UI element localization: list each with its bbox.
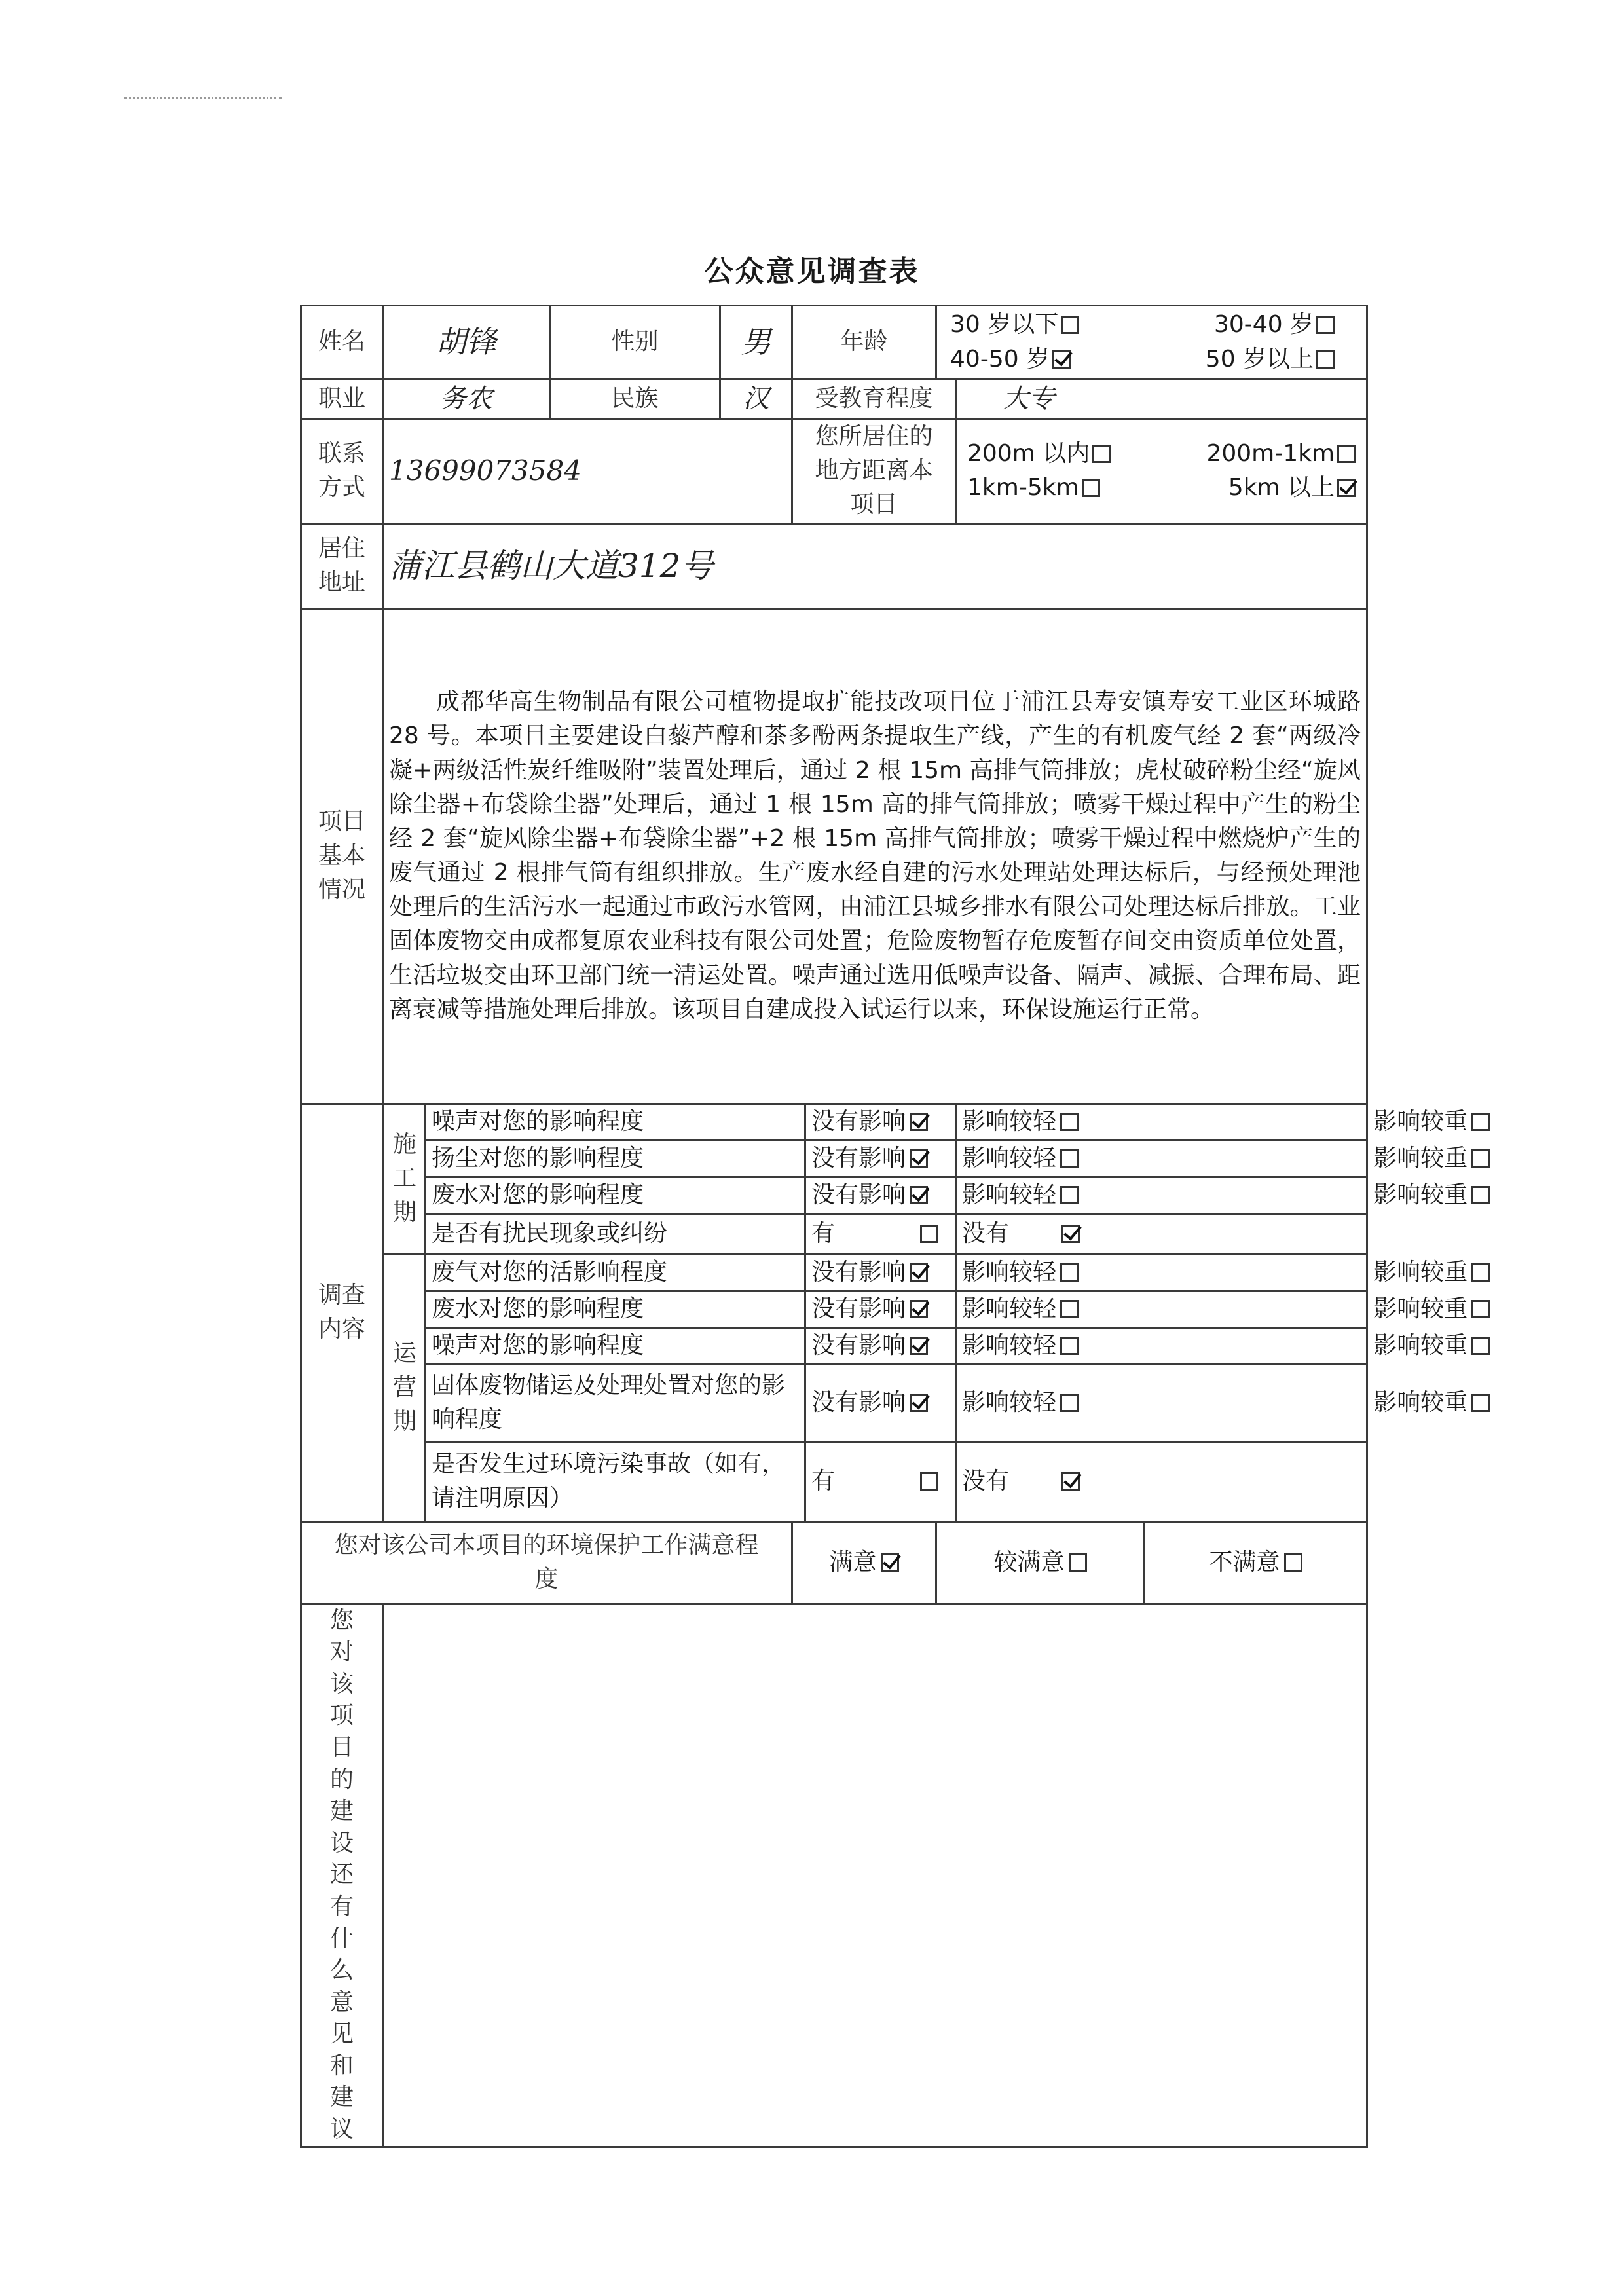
construction-label: 施工期: [383, 1103, 426, 1254]
option-label: 影响较重: [1373, 1388, 1468, 1416]
answer-option[interactable]: [805, 1441, 956, 1521]
option-label: 影响较轻: [962, 1331, 1057, 1359]
answer-option[interactable]: [956, 1177, 1367, 1213]
satisfaction-question: 您对该公司本项目的环境保护工作满意程度: [301, 1521, 792, 1604]
answer-option[interactable]: [805, 1254, 956, 1291]
option-label: 没有影响: [811, 1331, 906, 1359]
checkbox[interactable]: [920, 1225, 938, 1243]
checkbox[interactable]: [1316, 350, 1335, 369]
ethnicity-field[interactable]: 汉: [720, 379, 792, 419]
checkbox[interactable]: [1092, 445, 1111, 463]
distance-label: 您所居住的地方距离本项目: [792, 419, 956, 524]
checkbox-checked[interactable]: [910, 1263, 928, 1282]
option-label: 影响较重: [1373, 1181, 1468, 1208]
checkbox[interactable]: [1316, 316, 1335, 334]
project-description: 成都华高生物制品有限公司植物提取扩能技改项目位于浦江县寿安镇寿安工业区环城路 28 号。本项目主要建设白藜芦醇和茶多酚两条提取生产线，产生的有机废气经 2 套“两级冷凝+两级活性炭纤维吸附”装置处理后，通过 2 根 15m 高排气筒排放；虎杖破碎粉尘经“旋风除尘器+布袋除尘器”处理后，通过 1 根 15m 高的排气筒排放；喷雾干燥过程中产生的粉尘经 2 套“旋风除尘器+布袋除尘器”+2 根 15m 高排气筒排放；喷雾干燥过程中燃烧炉产生的废气通过 2 根排气筒有组织排放。生产废水经自建的污水处理站处理达标后，与经预处理池处理后的生活污水一起通过市政污水管网，由浦江县城乡排水有限公司处理达标后排放。工业固体废物交由成都复原农业科技有限公司处置；危险废物暂存危废暂存间交由资质单位处置，生活垃圾交由环卫部门统一清运处置。噪声通过选用低噪声设备、隔声、减振、合理布局、距离衰减等措施处理后排放。该项目自建成投入试运行以来，环保设施运行正常。: [383, 608, 1367, 1103]
option-label: 满意: [829, 1548, 877, 1576]
option-label: 没有影响: [811, 1107, 906, 1135]
option-label: 影响较轻: [962, 1107, 1057, 1135]
option-label: 影响较轻: [962, 1181, 1057, 1208]
gender-field[interactable]: 男: [720, 306, 792, 379]
option-label: 不满意: [1209, 1548, 1280, 1576]
contact-field[interactable]: 13699073584: [383, 419, 792, 524]
option-label: 有: [811, 1219, 836, 1247]
checkbox-checked[interactable]: [1052, 350, 1071, 369]
answer-option[interactable]: [956, 1327, 1367, 1364]
checkbox-checked[interactable]: [1337, 479, 1356, 497]
ethnicity-label: 民族: [550, 379, 720, 419]
answer-option[interactable]: [956, 1140, 1367, 1177]
option-label: 没有影响: [811, 1181, 906, 1208]
age-option[interactable]: [950, 308, 1079, 342]
option-label: 影响较轻: [962, 1388, 1057, 1416]
question: 废气对您的活影响程度: [426, 1254, 805, 1291]
option-label: 5km 以上: [1228, 474, 1335, 502]
checkbox-checked[interactable]: [1061, 1225, 1080, 1243]
checkbox[interactable]: [1060, 1394, 1079, 1412]
checkbox[interactable]: [1471, 1337, 1490, 1355]
distance-option[interactable]: [1206, 437, 1356, 471]
checkbox[interactable]: [1069, 1553, 1087, 1572]
option-label: 影响较重: [1373, 1258, 1468, 1286]
answer-option[interactable]: [936, 1521, 1145, 1604]
option-label: 没有影响: [811, 1295, 906, 1322]
option-label: 200m-1km: [1206, 440, 1335, 468]
answer-option[interactable]: [805, 1177, 956, 1213]
checkbox[interactable]: [1284, 1553, 1302, 1572]
option-label: 没有: [962, 1467, 1010, 1494]
question: 是否有扰民现象或纠纷: [426, 1213, 805, 1254]
question: 废水对您的影响程度: [426, 1291, 805, 1327]
checkbox[interactable]: [1061, 316, 1079, 334]
distance-option[interactable]: [967, 471, 1100, 505]
age-label: 年龄: [792, 306, 936, 379]
checkbox-checked[interactable]: [910, 1337, 928, 1355]
checkbox[interactable]: [1060, 1300, 1079, 1318]
answer-option[interactable]: [956, 1441, 1367, 1521]
checkbox-checked[interactable]: [910, 1113, 928, 1131]
age-option[interactable]: [950, 343, 1071, 377]
checkbox[interactable]: [1471, 1394, 1490, 1412]
answer-option[interactable]: [1145, 1521, 1367, 1604]
age-option[interactable]: [1214, 308, 1335, 342]
checkbox-checked[interactable]: [910, 1186, 928, 1204]
gender-label: 性别: [550, 306, 720, 379]
answer-option[interactable]: [792, 1521, 936, 1604]
checkbox[interactable]: [1337, 445, 1356, 463]
question: 噪声对您的影响程度: [426, 1327, 805, 1364]
option-label: 影响较重: [1373, 1144, 1468, 1172]
checkbox-checked[interactable]: [910, 1300, 928, 1318]
answer-option[interactable]: [956, 1254, 1367, 1291]
option-label: 影响较轻: [962, 1295, 1057, 1322]
occupation-field[interactable]: 务农: [383, 379, 550, 419]
education-field[interactable]: 大专: [956, 379, 1367, 419]
project-label: 项目基本情况: [301, 608, 383, 1103]
question: 是否发生过环境污染事故（如有，请注明原因）: [426, 1441, 805, 1521]
answer-option[interactable]: [805, 1103, 956, 1140]
distance-options: [956, 419, 1367, 524]
answer-option[interactable]: [805, 1327, 956, 1364]
checkbox[interactable]: [1471, 1263, 1490, 1282]
option-label: 40-50 岁: [950, 345, 1050, 373]
checkbox[interactable]: [1082, 479, 1100, 497]
option-label: 50 岁以上: [1205, 345, 1314, 373]
option-label: 影响较轻: [962, 1258, 1057, 1286]
option-label: 没有影响: [811, 1388, 906, 1416]
option-label: 影响较轻: [962, 1144, 1057, 1172]
survey-form: [300, 305, 1468, 2148]
option-label: 影响较重: [1373, 1107, 1468, 1135]
question: 噪声对您的影响程度: [426, 1103, 805, 1140]
checkbox[interactable]: [1471, 1149, 1490, 1168]
option-label: 影响较重: [1373, 1331, 1468, 1359]
option-label: 30-40 岁: [1214, 311, 1314, 339]
age-option[interactable]: [1206, 343, 1335, 377]
distance-option[interactable]: [967, 437, 1111, 471]
operation-label: 运营期: [383, 1254, 426, 1521]
checkbox[interactable]: [1471, 1300, 1490, 1318]
question: 废水对您的影响程度: [426, 1177, 805, 1213]
option-label: 较满意: [993, 1548, 1065, 1576]
checkbox-checked[interactable]: [910, 1394, 928, 1412]
checkbox[interactable]: [1060, 1337, 1079, 1355]
address-field[interactable]: 蒲江县鹤山大道312号: [383, 523, 1367, 608]
option-label: 30 岁以下: [950, 311, 1059, 339]
survey-label: 调查内容: [301, 1103, 383, 1521]
checkbox[interactable]: [1060, 1113, 1079, 1131]
option-label: 没有: [962, 1219, 1010, 1247]
checkbox-checked[interactable]: [881, 1553, 899, 1572]
question: 扬尘对您的影响程度: [426, 1140, 805, 1177]
option-label: 没有影响: [811, 1258, 906, 1286]
option-label: 没有影响: [811, 1144, 906, 1172]
answer-option[interactable]: [956, 1103, 1367, 1140]
option-label: 影响较重: [1373, 1295, 1468, 1322]
answer-option[interactable]: [805, 1140, 956, 1177]
scan-artifact: [124, 97, 282, 103]
answer-option[interactable]: [956, 1364, 1367, 1441]
answer-option[interactable]: [805, 1291, 956, 1327]
option-label: 1km-5km: [967, 474, 1079, 502]
name-label: 姓名: [301, 306, 383, 379]
education-label: 受教育程度: [792, 379, 956, 419]
checkbox[interactable]: [1060, 1149, 1079, 1168]
opinion-label: 您对该项目的建设还有什么意见和建议: [301, 1604, 383, 2147]
checkbox[interactable]: [1060, 1263, 1079, 1282]
checkbox[interactable]: [1471, 1186, 1490, 1204]
address-label: 居住地址: [301, 523, 383, 608]
answer-option[interactable]: [956, 1291, 1367, 1327]
distance-option[interactable]: [1228, 471, 1356, 505]
occupation-label: 职业: [301, 379, 383, 419]
option-label: 200m 以内: [967, 440, 1090, 468]
checkbox[interactable]: [920, 1472, 938, 1491]
option-label: 有: [811, 1467, 836, 1494]
checkbox-checked[interactable]: [910, 1149, 928, 1168]
answer-option[interactable]: [805, 1213, 956, 1254]
checkbox[interactable]: [1471, 1113, 1490, 1131]
contact-label: 联系方式: [301, 419, 383, 524]
opinion-field[interactable]: [383, 1604, 1367, 2147]
name-field[interactable]: 胡锋: [383, 306, 550, 379]
checkbox-checked[interactable]: [1061, 1472, 1080, 1491]
age-options: [936, 306, 1367, 379]
answer-option[interactable]: [805, 1364, 956, 1441]
question: 固体废物储运及处理处置对您的影响程度: [426, 1364, 805, 1441]
checkbox[interactable]: [1060, 1186, 1079, 1204]
page-title: 公众意见调查表: [704, 255, 920, 288]
answer-option[interactable]: [956, 1213, 1367, 1254]
